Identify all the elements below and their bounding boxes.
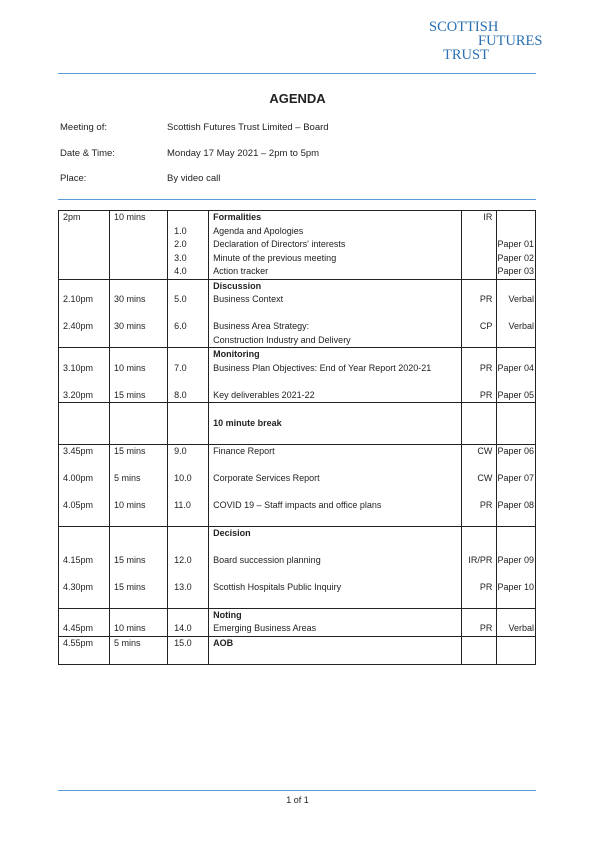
- meta-label-date: Date & Time:: [60, 148, 115, 159]
- item-title-text: [209, 650, 461, 664]
- time-text: [59, 417, 109, 431]
- page-title: AGENDA: [269, 91, 326, 106]
- lead-text: [462, 280, 496, 294]
- duration-text: 15 mins: [114, 581, 146, 592]
- time-text: [59, 280, 109, 294]
- item-number-text: [168, 307, 208, 321]
- lead-text: IR: [483, 212, 493, 222]
- lead-cell: [462, 403, 497, 445]
- duration-text: 15 mins: [114, 554, 146, 565]
- lead-text: [462, 238, 496, 252]
- lead-text: [462, 334, 496, 348]
- item-title-text: Construction Industry and Delivery: [213, 334, 351, 345]
- time-text: 4.30pm: [63, 581, 94, 592]
- duration-text: 10 mins: [114, 499, 146, 510]
- time-text: [59, 348, 109, 362]
- duration-text: [110, 307, 167, 321]
- duration-text: [110, 403, 167, 417]
- lead-text: [462, 540, 496, 554]
- item-title-text: Action tracker: [213, 266, 269, 276]
- item-title-text: Finance Report: [213, 445, 275, 456]
- item-number-text: 3.0: [174, 252, 187, 263]
- paper-cell: [497, 526, 536, 608]
- duration-cell: [110, 636, 168, 664]
- duration-text: [110, 650, 167, 664]
- duration-text: 30 mins: [114, 321, 146, 331]
- item-title-text: [209, 458, 461, 472]
- duration-text: [110, 225, 167, 239]
- time-cell: [59, 526, 110, 608]
- duration-text: 15 mins: [114, 389, 146, 400]
- duration-text: [110, 540, 167, 554]
- item-number-text: 6.0: [174, 321, 187, 331]
- item-number-text: [168, 540, 208, 554]
- item-number-text: [168, 348, 208, 362]
- item-number-text: 1.0: [174, 225, 187, 236]
- item-title-text: [209, 485, 461, 499]
- meta-label-meeting: Meeting of:: [60, 122, 107, 133]
- page-number: 1 of 1: [286, 795, 309, 805]
- duration-cell: [110, 403, 168, 445]
- duration-text: [110, 567, 167, 581]
- item-number-text: [168, 211, 208, 225]
- duration-text: [110, 280, 167, 294]
- lead-text: PR: [479, 623, 493, 633]
- paper-text: [497, 225, 535, 239]
- lead-cell: [462, 636, 497, 664]
- time-text: [59, 527, 109, 541]
- duration-text: [110, 512, 167, 526]
- paper-text: Paper 01: [497, 239, 534, 249]
- paper-text: Paper 06: [497, 445, 534, 456]
- item-title-cell: [209, 403, 462, 445]
- time-cell: [59, 444, 110, 526]
- duration-text: 15 mins: [114, 445, 146, 456]
- paper-text: Paper 08: [497, 499, 534, 510]
- lead-text: CW: [477, 472, 493, 483]
- item-number-text: 12.0: [174, 554, 192, 565]
- item-number-text: [168, 485, 208, 499]
- lead-text: [462, 252, 496, 266]
- paper-cell: [497, 279, 536, 348]
- item-number-text: [168, 375, 208, 389]
- lead-text: [462, 225, 496, 239]
- lead-text: [462, 637, 496, 651]
- lead-text: [462, 430, 496, 444]
- duration-cell: [110, 279, 168, 348]
- item-title-text: Business Plan Objectives: End of Year Report 2020-21: [213, 362, 432, 373]
- duration-text: [110, 238, 167, 252]
- item-title-text: Agenda and Apologies: [213, 225, 304, 236]
- time-text: 3.10pm: [63, 362, 94, 373]
- item-title-cell: [209, 348, 462, 403]
- item-title-text: Scottish Hospitals Public Inquiry: [213, 581, 342, 592]
- time-text: 3.20pm: [63, 389, 94, 400]
- duration-text: [110, 458, 167, 472]
- lead-text: PR: [479, 581, 493, 592]
- lead-text: [462, 512, 496, 526]
- time-cell: [59, 608, 110, 636]
- item-number-text: 4.0: [174, 266, 187, 276]
- paper-cell: [497, 636, 536, 664]
- item-number-text: 13.0: [174, 581, 192, 592]
- item-title-text: Declaration of Directors' interests: [213, 239, 346, 249]
- item-title-cell: [209, 279, 462, 348]
- paper-text: [497, 458, 535, 472]
- time-text: [59, 375, 109, 389]
- meta-divider: [58, 199, 536, 200]
- item-number-text: [168, 567, 208, 581]
- lead-text: CW: [477, 445, 493, 456]
- paper-text: [497, 594, 535, 608]
- item-number-cell: [168, 211, 209, 280]
- time-text: [59, 403, 109, 417]
- lead-text: [462, 307, 496, 321]
- lead-text: [462, 458, 496, 472]
- lead-text: CP: [479, 321, 493, 331]
- logo-line-3: TRUST: [443, 47, 489, 63]
- item-number-text: [168, 512, 208, 526]
- item-title-text: [209, 307, 461, 321]
- sft-logo: [429, 19, 543, 64]
- time-cell: [59, 636, 110, 664]
- item-number-text: 8.0: [174, 389, 187, 400]
- item-number-text: [168, 280, 208, 294]
- logo-line-1: SCOTTISH: [429, 19, 499, 35]
- duration-text: [110, 430, 167, 444]
- header-divider: [58, 73, 536, 74]
- item-number-text: 7.0: [174, 362, 187, 373]
- item-title-cell: [209, 211, 462, 280]
- paper-text: [497, 403, 535, 417]
- time-text: [59, 650, 109, 664]
- meta-label-place: Place:: [60, 173, 87, 184]
- agenda-table: [58, 210, 536, 665]
- duration-text: [110, 527, 167, 541]
- lead-cell: [462, 526, 497, 608]
- duration-text: 10 mins: [114, 362, 146, 373]
- time-text: [59, 265, 109, 279]
- paper-text: [497, 348, 535, 362]
- time-text: [59, 238, 109, 252]
- item-title-text: AOB: [213, 637, 234, 648]
- item-title-text: [209, 403, 461, 417]
- item-number-text: 5.0: [174, 294, 187, 304]
- item-number-text: [168, 458, 208, 472]
- item-title-text: Discussion: [213, 280, 262, 291]
- time-text: [59, 252, 109, 266]
- time-text: [59, 307, 109, 321]
- time-text: 2.40pm: [63, 321, 94, 331]
- item-title-text: [209, 430, 461, 444]
- paper-text: Paper 07: [497, 472, 534, 483]
- paper-text: [497, 375, 535, 389]
- duration-cell: [110, 444, 168, 526]
- paper-cell: [497, 444, 536, 526]
- duration-text: [110, 252, 167, 266]
- paper-text: [497, 211, 535, 225]
- item-title-cell: [209, 636, 462, 664]
- item-title-text: [209, 567, 461, 581]
- lead-cell: [462, 211, 497, 280]
- meta-value-meeting: Scottish Futures Trust Limited – Board: [167, 122, 329, 133]
- duration-text: [110, 594, 167, 608]
- paper-text: Verbal: [508, 623, 534, 633]
- agenda-row: [59, 279, 536, 348]
- item-title-text: Board succession planning: [213, 554, 321, 565]
- logo-line-2: FUTURES: [478, 33, 543, 49]
- item-number-text: [168, 609, 208, 623]
- paper-text: [497, 485, 535, 499]
- paper-text: [497, 527, 535, 541]
- item-title-text: Emerging Business Areas: [213, 623, 317, 633]
- time-text: 4.45pm: [63, 623, 94, 633]
- duration-text: [110, 417, 167, 431]
- item-number-text: [168, 594, 208, 608]
- time-text: [59, 485, 109, 499]
- lead-text: [462, 375, 496, 389]
- lead-text: PR: [479, 362, 493, 373]
- item-number-cell: [168, 348, 209, 403]
- lead-text: [462, 609, 496, 623]
- duration-text: 5 mins: [114, 637, 141, 648]
- item-title-text: [209, 594, 461, 608]
- time-text: [59, 430, 109, 444]
- agenda-row: [59, 608, 536, 636]
- lead-cell: [462, 279, 497, 348]
- item-number-cell: [168, 279, 209, 348]
- lead-text: [462, 417, 496, 431]
- agenda-row: [59, 211, 536, 280]
- agenda-row: [59, 444, 536, 526]
- duration-text: [110, 485, 167, 499]
- lead-text: [462, 348, 496, 362]
- item-number-text: 14.0: [174, 623, 192, 633]
- time-text: 4.00pm: [63, 472, 94, 483]
- agenda-row: [59, 636, 536, 664]
- item-number-text: [168, 650, 208, 664]
- paper-text: Verbal: [508, 294, 534, 304]
- time-cell: [59, 279, 110, 348]
- item-title-cell: [209, 608, 462, 636]
- paper-text: [497, 609, 535, 623]
- time-text: [59, 225, 109, 239]
- paper-cell: [497, 211, 536, 280]
- time-text: 4.15pm: [63, 554, 94, 565]
- time-text: 2.10pm: [63, 294, 94, 304]
- duration-text: 30 mins: [114, 294, 146, 304]
- paper-cell: [497, 348, 536, 403]
- lead-text: [462, 485, 496, 499]
- item-number-cell: [168, 636, 209, 664]
- duration-cell: [110, 526, 168, 608]
- item-number-text: 10.0: [174, 472, 192, 483]
- lead-text: [462, 650, 496, 664]
- paper-text: Verbal: [508, 321, 534, 331]
- item-title-text: Business Context: [213, 294, 284, 304]
- paper-text: [497, 280, 535, 294]
- lead-text: [462, 594, 496, 608]
- item-title-text: COVID 19 – Staff impacts and office plans: [213, 499, 382, 510]
- duration-text: [110, 265, 167, 279]
- paper-text: [497, 540, 535, 554]
- duration-text: 10 mins: [114, 623, 146, 633]
- item-number-cell: [168, 444, 209, 526]
- lead-cell: [462, 444, 497, 526]
- time-text: [59, 540, 109, 554]
- item-number-cell: [168, 608, 209, 636]
- time-text: 2pm: [63, 212, 81, 222]
- lead-text: IR/PR: [468, 554, 493, 565]
- paper-text: [497, 417, 535, 431]
- meta-value-date: Monday 17 May 2021 – 2pm to 5pm: [167, 148, 320, 159]
- item-number-text: [168, 334, 208, 348]
- item-number-text: 11.0: [174, 499, 191, 510]
- item-title-text: 10 minute break: [213, 417, 282, 428]
- duration-text: [110, 609, 167, 623]
- item-number-text: [168, 430, 208, 444]
- time-text: [59, 512, 109, 526]
- lead-text: [462, 403, 496, 417]
- duration-text: 10 mins: [114, 212, 146, 222]
- time-cell: [59, 211, 110, 280]
- duration-text: [110, 334, 167, 348]
- time-text: [59, 567, 109, 581]
- paper-text: Paper 05: [497, 389, 534, 400]
- lead-text: [462, 567, 496, 581]
- time-text: [59, 609, 109, 623]
- lead-text: PR: [479, 389, 493, 400]
- time-text: [59, 334, 109, 348]
- footer-divider: [58, 790, 536, 791]
- paper-text: [497, 512, 535, 526]
- time-text: 4.05pm: [63, 499, 94, 510]
- paper-text: Paper 09: [497, 554, 534, 565]
- meta-value-place: By video call: [167, 173, 221, 184]
- item-number-text: 15.0: [174, 637, 192, 648]
- item-title-text: [209, 540, 461, 554]
- paper-text: Paper 03: [497, 266, 534, 276]
- item-title-text: Corporate Services Report: [213, 472, 320, 483]
- paper-text: Paper 10: [497, 581, 534, 592]
- duration-cell: [110, 348, 168, 403]
- item-title-text: [209, 512, 461, 526]
- paper-cell: [497, 403, 536, 445]
- duration-text: 5 mins: [114, 472, 141, 483]
- item-number-text: [168, 527, 208, 541]
- duration-text: [110, 348, 167, 362]
- paper-text: Paper 02: [497, 252, 534, 263]
- time-cell: [59, 403, 110, 445]
- paper-text: [497, 307, 535, 321]
- duration-cell: [110, 608, 168, 636]
- paper-text: [497, 567, 535, 581]
- item-title-text: [209, 375, 461, 389]
- lead-cell: [462, 608, 497, 636]
- item-title-text: Minute of the previous meeting: [213, 252, 337, 263]
- item-title-text: Business Area Strategy:: [213, 321, 310, 331]
- lead-text: PR: [479, 294, 493, 304]
- lead-text: [462, 265, 496, 279]
- item-title-text: Monitoring: [213, 349, 260, 359]
- item-number-text: [168, 417, 208, 431]
- time-text: [59, 594, 109, 608]
- duration-text: [110, 375, 167, 389]
- item-title-text: Formalities: [213, 212, 262, 222]
- lead-cell: [462, 348, 497, 403]
- item-title-text: Decision: [213, 527, 251, 538]
- paper-text: [497, 430, 535, 444]
- paper-text: [497, 334, 535, 348]
- item-number-text: [168, 403, 208, 417]
- time-text: 4.55pm: [63, 637, 94, 648]
- time-text: [59, 458, 109, 472]
- paper-cell: [497, 608, 536, 636]
- lead-text: PR: [479, 499, 493, 510]
- item-title-cell: [209, 444, 462, 526]
- agenda-row: [59, 526, 536, 608]
- paper-text: [497, 650, 535, 664]
- item-number-cell: [168, 526, 209, 608]
- lead-text: [462, 527, 496, 541]
- paper-text: Paper 04: [497, 362, 534, 373]
- item-number-text: 9.0: [174, 445, 187, 456]
- agenda-row: [59, 348, 536, 403]
- duration-cell: [110, 211, 168, 280]
- item-title-cell: [209, 526, 462, 608]
- time-cell: [59, 348, 110, 403]
- time-text: 3.45pm: [63, 445, 94, 456]
- item-title-text: Noting: [213, 609, 242, 620]
- item-title-text: Key deliverables 2021-22: [213, 389, 315, 400]
- agenda-row: [59, 403, 536, 445]
- paper-text: [497, 637, 535, 651]
- item-number-text: 2.0: [174, 239, 187, 249]
- item-number-cell: [168, 403, 209, 445]
